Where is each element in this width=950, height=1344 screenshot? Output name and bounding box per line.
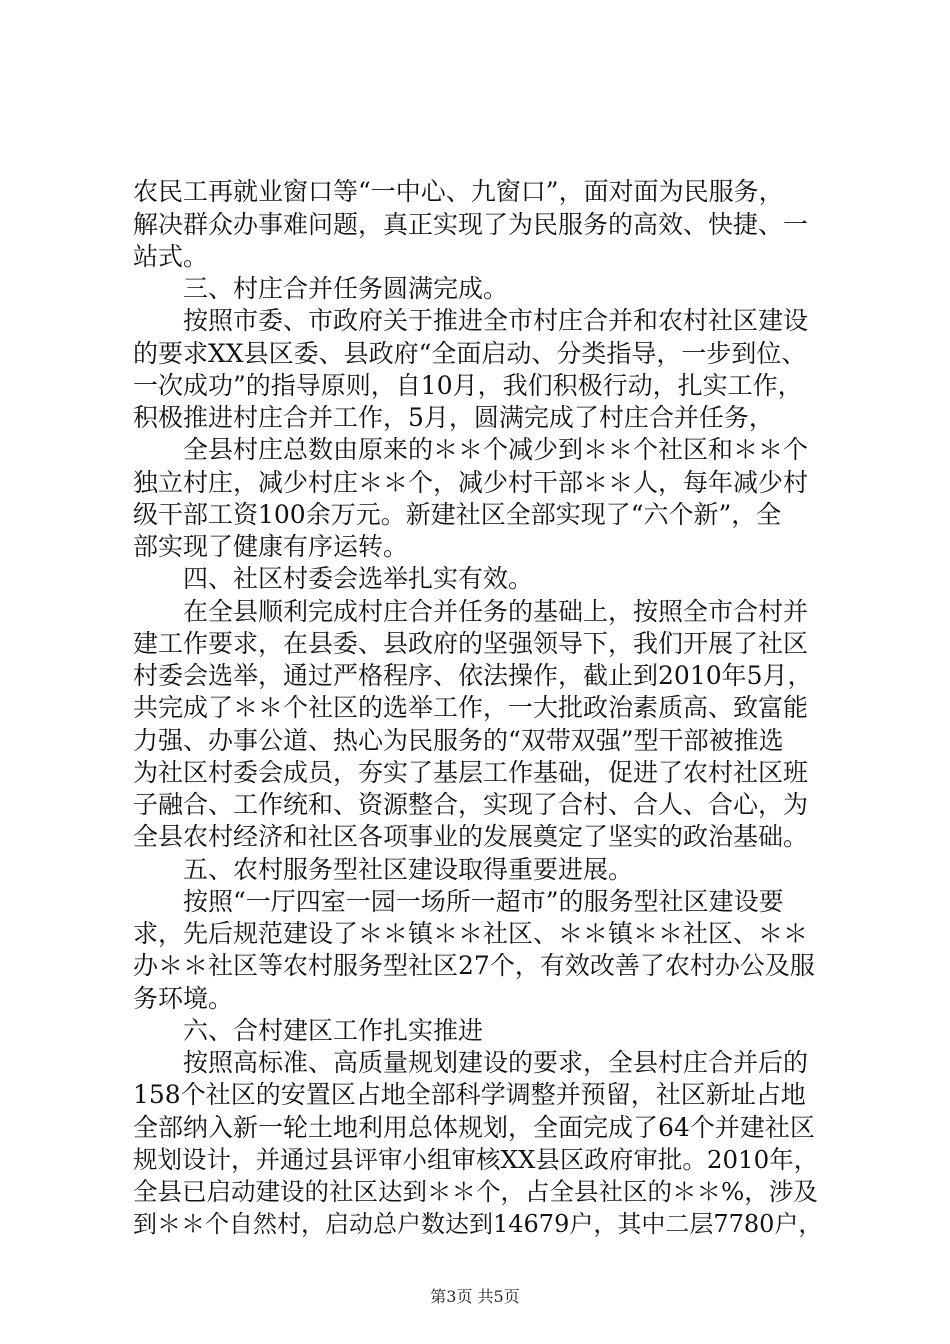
- section-heading: 四、社区村委会选举扎实有效。: [183, 564, 534, 593]
- page-number-footer: 第3页 共5页: [430, 1287, 520, 1306]
- text-line: 一次成功”的指导原则，自10月，我们积极行动，扎实工作，: [133, 371, 803, 400]
- text-line: 独立村庄，减少村庄＊＊个，减少村干部＊＊人，每年减少村: [133, 468, 809, 497]
- text-line: 按照高标准、高质量规划建设的要求，全县村庄合并后的: [183, 1048, 809, 1077]
- text-line: 子融合、工作统和、资源整合，实现了合村、合人、合心，为: [133, 790, 809, 819]
- section-heading: 六、合村建区工作扎实推进: [183, 1016, 484, 1045]
- text-line: 站式。: [133, 242, 209, 271]
- text-line: 为社区村委会成员，夯实了基层工作基础，促进了农村社区班: [133, 758, 809, 787]
- text-line: 全部纳入新一轮土地利用总体规划，全面完成了64个并建社区: [133, 1113, 815, 1142]
- text-line: 158个社区的安置区占地全部科学调整并预留，社区新址占地: [133, 1080, 806, 1109]
- text-line: 到＊＊个自然村，启动总户数达到14679户，其中二层7780户，: [133, 1210, 823, 1238]
- text-line: 办＊＊社区等农村服务型社区27个，有效改善了农村办公及服: [133, 951, 815, 980]
- text-line: 共完成了＊＊个社区的选举工作，一大批政治素质高、致富能: [133, 693, 809, 722]
- text-line: 级干部工资100余万元。新建社区全部实现了“六个新”，全: [133, 500, 782, 529]
- text-line: 力强、办事公道、热心为民服务的“双带双强”型干部被推选: [133, 726, 784, 755]
- text-line: 建工作要求，在县委、县政府的坚强领导下，我们开展了社区: [133, 629, 809, 658]
- text-line: 农民工再就业窗口等“一中心、九窗口”，面对面为民服务，: [133, 177, 784, 206]
- text-line: 解决群众办事难问题，真正实现了为民服务的高效、快捷、一: [133, 210, 809, 239]
- text-line: 村委会选举，通过严格程序、依法操作，截止到2010年5月，: [133, 661, 813, 690]
- text-line: 的要求XX县区委、县政府“全面启动、分类指导，一步到位、: [133, 339, 807, 368]
- text-line: 全县村庄总数由原来的＊＊个减少到＊＊个社区和＊＊个: [183, 435, 809, 464]
- text-line: 在全县顺利完成村庄合并任务的基础上，按照全市合村并: [183, 597, 809, 626]
- text-line: 按照市委、市政府关于推进全市村庄合并和农村社区建设: [183, 306, 809, 335]
- text-line: 按照“一厅四室一园一场所一超市”的服务型社区建设要: [183, 887, 784, 916]
- text-line: 规划设计，并通过县评审小组审核XX县区政府审批。2010年，: [133, 1145, 819, 1174]
- text-line: 务环境。: [133, 984, 234, 1013]
- text-line: 全县农村经济和社区各项事业的发展奠定了坚实的政治基础。: [133, 822, 809, 851]
- text-line: 部实现了健康有序运转。: [133, 532, 409, 561]
- section-heading: 三、村庄合并任务圆满完成。: [183, 274, 509, 303]
- text-line: 积极推进村庄合并工作，5月，圆满完成了村庄合并任务，: [133, 403, 774, 432]
- text-line: 求，先后规范建设了＊＊镇＊＊社区、＊＊镇＊＊社区、＊＊: [133, 919, 809, 948]
- text-line: 全县已启动建设的社区达到＊＊个，占全县社区的＊＊%，涉及: [133, 1177, 818, 1206]
- section-heading: 五、农村服务型社区建设取得重要进展。: [183, 855, 634, 884]
